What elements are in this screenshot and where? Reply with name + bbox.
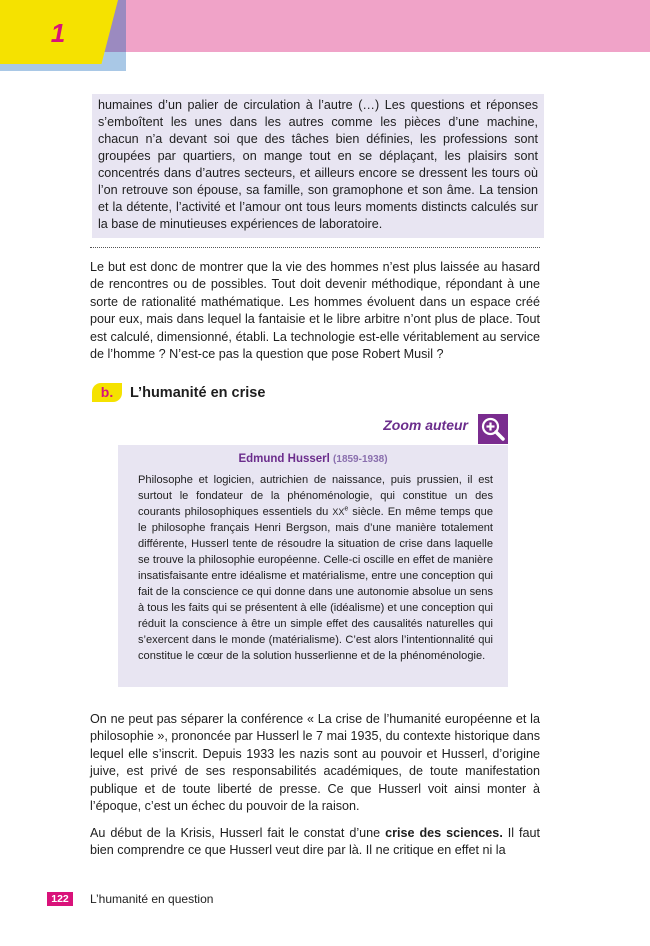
dotted-divider [90, 247, 540, 248]
author-bio-text [138, 472, 493, 664]
author-heading [118, 453, 508, 465]
bio-text-end: siècle. En même temps que le philosophe français Henri Bergson, mais d’une manière totalement différente, Husserl tente de résoudre la situation de crise dans laquelle se trouve la philosophie européenne. Celle-ci oscille en effet de manière insatisfaisante entre idéalisme et matérialisme, entre une conception qui fait de la conscience ce qui donne dans une autonomie absolue un sens à tous les faits qui se présentent à elle (idéalisme) et une conception qui réduit la conscience à être un simple effet des causalités naturelles qui s’exercent dans le monde (matérialisme). C’est alors l’intentionnalité qui constitue le cœur de la solution husserlienne et de la phénoménologie. [138, 506, 493, 662]
bio-century: XX [332, 507, 345, 517]
bio-century-sup: e [344, 505, 349, 513]
krisis-bold-term: crise des sciences. [385, 826, 503, 840]
author-bio-box [118, 445, 508, 687]
krisis-text-end: Il faut bien comprendre ce que Husserl veut dire par là. Il ne critique en effet ni la [90, 826, 540, 858]
paragraph-krisis [90, 825, 540, 860]
section-letter-badge: b. [92, 383, 122, 402]
zoom-in-magnifier-icon [478, 414, 508, 444]
bio-text-start: Philosophe et logicien, autrichien de naissance, puis prussien, il est surtout le fondateur de la phénoménologie, qui constitue un des courants philosophiques essentiels du [138, 474, 493, 518]
chapter-number: 1 [50, 18, 66, 48]
author-dates: (1859-1938) [333, 454, 388, 465]
quote-box [92, 94, 544, 238]
zoom-auteur-label: Zoom auteur [383, 417, 468, 433]
section-title: L’humanité en crise [130, 385, 266, 401]
krisis-text-start: Au début de la Krisis, Husserl fait le constat d’une [90, 826, 386, 840]
author-name: Edmund Husserl [238, 453, 330, 465]
footer-book-title: L’humanité en question [90, 892, 214, 906]
quote-text: humaines d’un palier de circulation à l’autre (…) Les questions et réponses s’emboîtent les unes dans les autres comme les pièces d’une machine, chacun n’a devant soi que des tâches bien définies, les professions sont groupées par quartiers, on mange tout en se déplaçant, les plaisirs sont concentrés dans d’autres secteurs, et ailleurs encore se dressent les tours où l’on retrouve son épouse, sa famille, son gramophone et son âme. La tension et la détente, l’activité et l’amour ont tous leurs moments distincts calculés sur la base de minutieuses expériences de laboratoire. [98, 98, 538, 231]
header-pink-band [118, 0, 650, 52]
page-number: 122 [47, 892, 73, 906]
intro-paragraph: Le but est donc de montrer que la vie des hommes n’est plus laissée au hasard de rencontres ou de possibles. Tout doit devenir méthodique, répondant à une sorte de rationalité mathématique. Les hommes évoluent dans un espace créé pour eux, mais dans lequel la fantaisie et le libre arbitre n’ont plus de place. Tout est calculé, dimensionné, établi. La technologie est-elle véritablement au service de l’homme ? N’est-ce pas la question que pose Robert Musil ? [90, 260, 540, 362]
paragraph-conference: On ne peut pas séparer la conférence « La crise de l’humanité européenne et la philosophie », prononcée par Husserl le 7 mai 1935, du contexte historique dans lequel elle s’inscrit. Depuis 1933 les nazis sont au pouvoir et Husserl, d’origine juive, est privé de ses responsabilités académiques, de toute manifestation publique et de toute liberté de presse. Ce que Husserl voit ainsi monter à l’époque, c’est un échec du pouvoir de la raison. [90, 712, 540, 814]
